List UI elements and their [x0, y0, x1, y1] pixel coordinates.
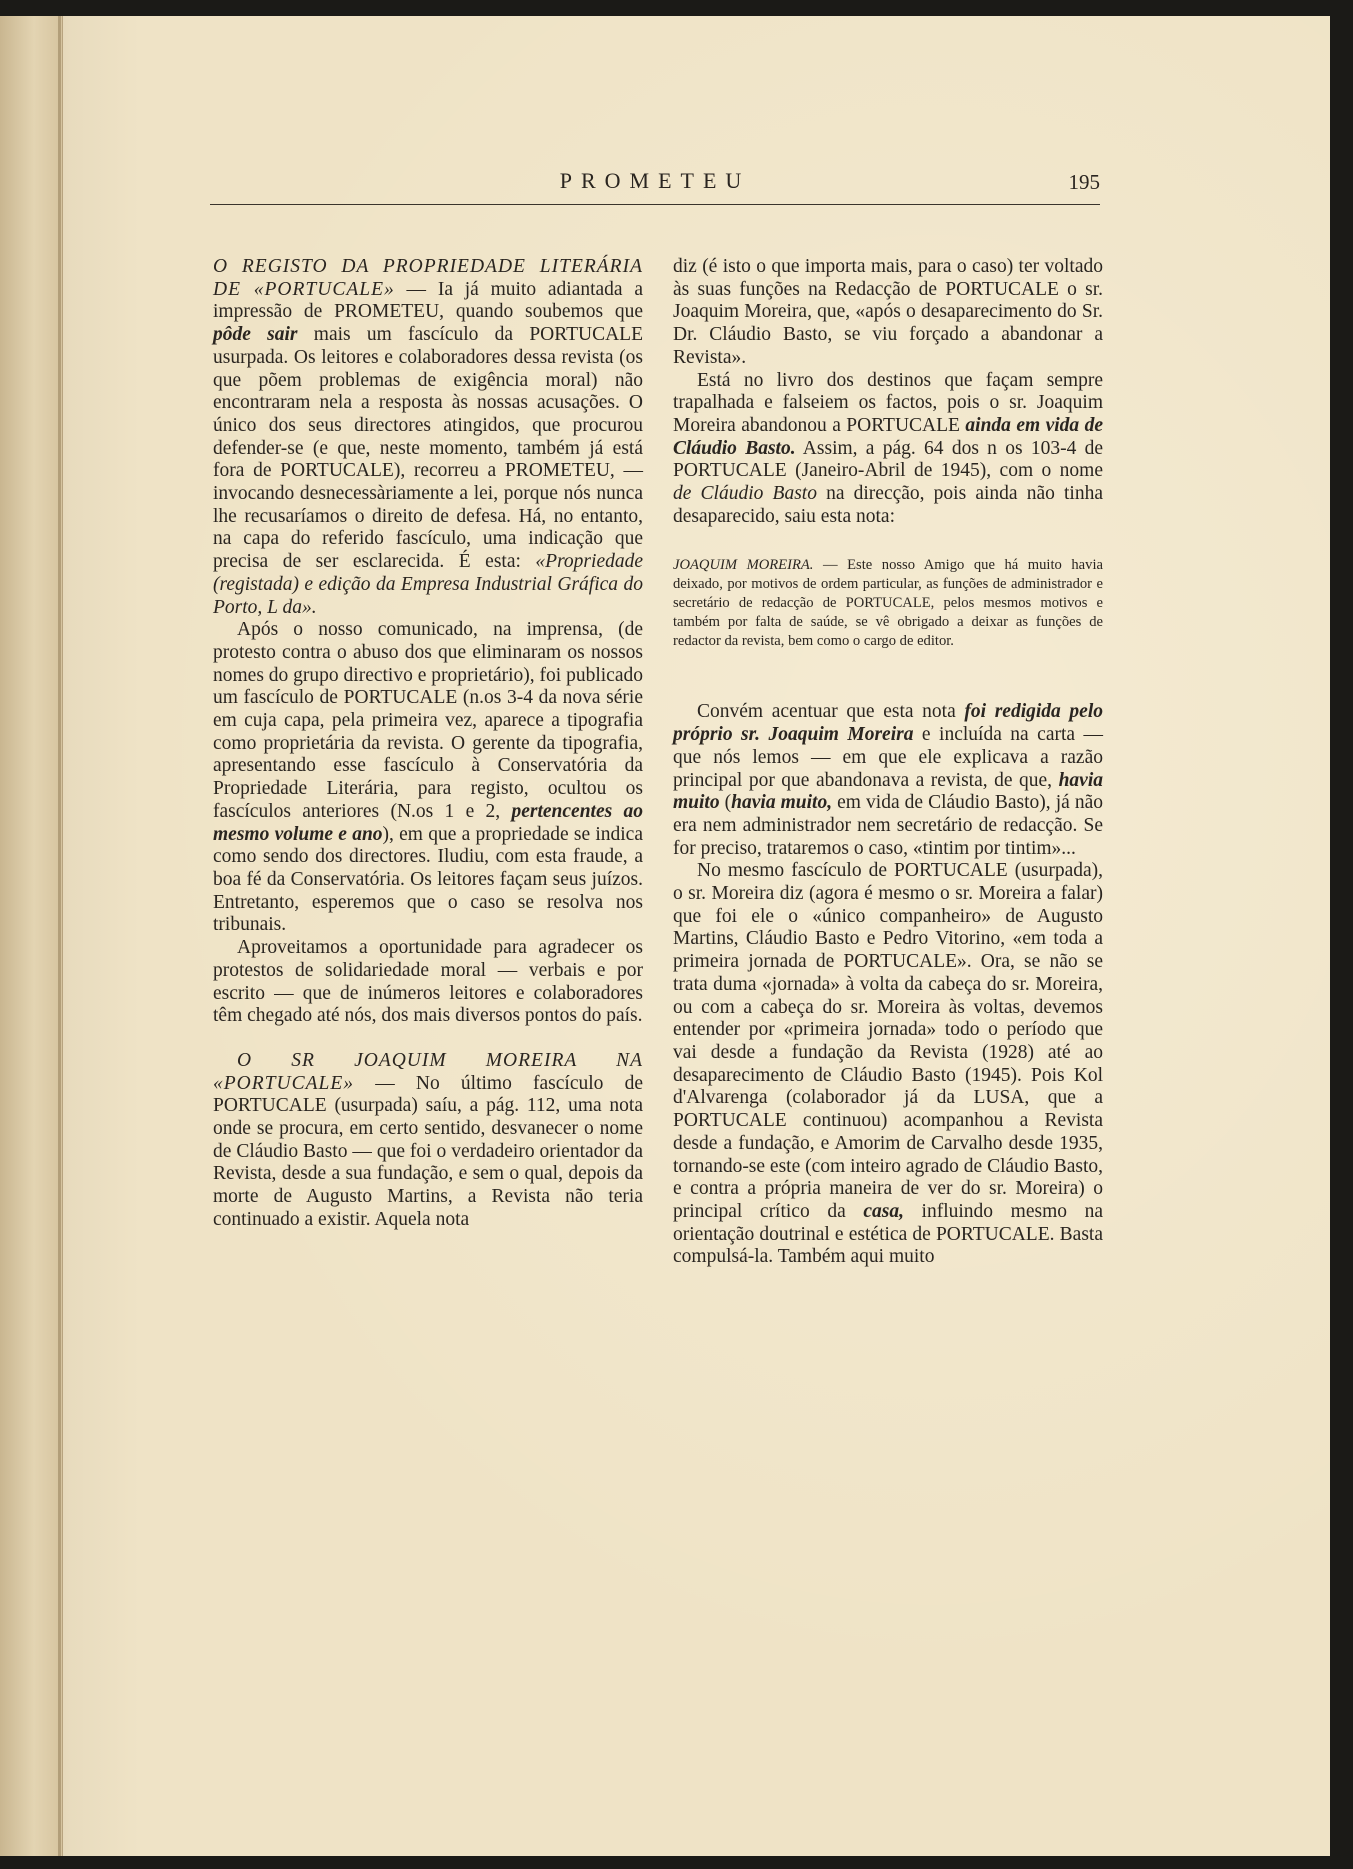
page	[0, 16, 1330, 1856]
book-spine	[0, 16, 63, 1856]
running-header	[210, 164, 1100, 205]
journal-title: PROMETEU	[559, 168, 751, 193]
article-registo: O REGISTO DA PROPRIEDADE LITERÁRIA DE «PORTUCALE» — Ia já muito adiantada a impressão de PROMETEU, quando soubemos que pôde sair mais um fascículo da PORTUCALE usurpada. Os leitores e colaboradores dessa revista (os que põem problemas de exigência moral) não encontraram nela a resposta às nossas acusações. O único dos seus directores atingidos, que procurou defender-se (e que, neste momento, também já está fora de PORTUCALE), recorreu a PROMETEU, — invocando desnecessàriamente a lei, porque nós nunca lhe recusaríamos o direito de defesa. Há, no entanto, na capa do referido fascículo, uma indicação que precisa de ser esclarecida. É esta: «Propriedade (registada) e edição da Empresa Industrial Gráfica do Porto, L da».	[213, 256, 644, 618]
spine-fold	[58, 16, 61, 1856]
paragraph: Após o nosso comunicado, na imprensa, (de protesto contra o abuso dos que eliminaram os nossos nomes do grupo directivo e proprietário), foi publicado um fascículo de PORTUCALE (n.os 3-4 da nova série em cuja capa, pela primeira vez, aparece a tipografia como proprietária da revista. O gerente da tipografia, apresentando esse fascículo à Conservatória da Propriedade Literária, para registo, ocultou os fascículos anteriores (N.os 1 e 2, pertencentes ao mesmo volume e ano), em que a propriedade se indica como sendo dos directores. Iludiu, com esta fraude, a boa fé da Conservatória. Os leitores façam seus juízos. Entretanto, esperemos que o caso se resolva nos tribunais.	[213, 619, 643, 936]
article-joaquim-moreira: O SR JOAQUIM MOREIRA NA «PORTUCALE» — No último fascículo de PORTUCALE (usurpada) saíu, a pág. 112, uma nota onde se procura, em certo sentido, desvanecer o nome de Cláudio Basto — que foi o verdadeiro orientador da Revista, desde a sua fundação, e sem o qual, depois da morte de Augusto Martins, a Revista não teria continuado a existir. Aquela nota	[213, 1049, 643, 1230]
page-number: 195	[1068, 170, 1100, 194]
note-name: JOAQUIM MOREIRA.	[673, 557, 814, 574]
paragraph: Aproveitamos a oportunidade para agradecer os protestos de solidariedade moral — verbais e por escrito — que de inúmeros leitores e colaboradores têm chegado até nós, dos mais diversos pontos do país.	[213, 937, 643, 1027]
right-column	[673, 256, 1103, 1269]
paragraph: diz (é isto o que importa mais, para o caso) ter voltado às suas funções na Redacção de PORTUCALE o sr. Joaquim Moreira, que, «após o desaparecimento do Sr. Dr. Cláudio Basto, se viu forçado a abandonar a Revista».	[673, 256, 1103, 368]
paragraph: No mesmo fascículo de PORTUCALE (usurpada), o sr. Moreira diz (agora é mesmo o sr. Moreira a falar) que foi ele o «único companheiro» de Augusto Martins, Cláudio Basto e Pedro Vitorino, «em toda a primeira jornada de PORTUCALE». Ora, se não se trata duma «jornada» à volta da cabeça do sr. Moreira, ou com a cabeça do sr. Moreira às voltas, devemos entender por «primeira jornada» todo o período que vai desde a fundação da Revista (1928) até ao desaparecimento de Cláudio Basto (1945). Pois Kol d'Alvarenga (colaborador já da LUSA, que a PORTUCALE continuou) acompanhou a Revista desde a fundação, e Amorim de Carvalho desde 1935, tornando-se este (com inteiro agrado de Cláudio Basto, e contra a própria maneira de ver do sr. Moreira) o principal crítico da casa, influindo mesmo na orientação doutrinal e estética de PORTUCALE. Basta compulsá-la. Também aqui muito	[673, 860, 1103, 1268]
paragraph: Está no livro dos destinos que façam sempre trapalhada e falseiem os factos, pois o sr. Joaquim Moreira abandonou a PORTUCALE ainda em vida de Cláudio Basto. Assim, a pág. 64 dos n os 103-4 de PORTUCALE (Janeiro-Abril de 1945), com o nome de Cláudio Basto na direcção, pois ainda não tinha desaparecido, saiu esta nota:	[673, 369, 1104, 527]
left-column	[213, 256, 643, 1232]
section-heading-joaquim-moreira: O SR JOAQUIM MOREIRA NA «PORTUCALE»	[213, 1049, 643, 1094]
quoted-note: JOAQUIM MOREIRA. — Este nosso Amigo que há muito havia deixado, por motivos de ordem particular, as funções de administrador e secretário de redacção de PORTUCALE, pelos mesmos motivos e também por falta de saúde, se vê obrigado a deixar as funções de redactor da revista, bem como o cargo de editor.	[673, 557, 1103, 650]
paragraph: Convém acentuar que esta nota foi redigida pelo próprio sr. Joaquim Moreira e incluída na carta — que nós lemos — em que ele explicava a razão principal por que abandonava a revista, de que, havia muito (havia muito, em vida de Cláudio Basto), já não era nem administrador nem secretário de redacção. Se for preciso, trataremos o caso, «tintim por tintim»...	[673, 701, 1104, 859]
section-heading-registo: O REGISTO DA PROPRIEDADE LITERÁRIA DE «PORTUCALE»	[213, 256, 643, 300]
